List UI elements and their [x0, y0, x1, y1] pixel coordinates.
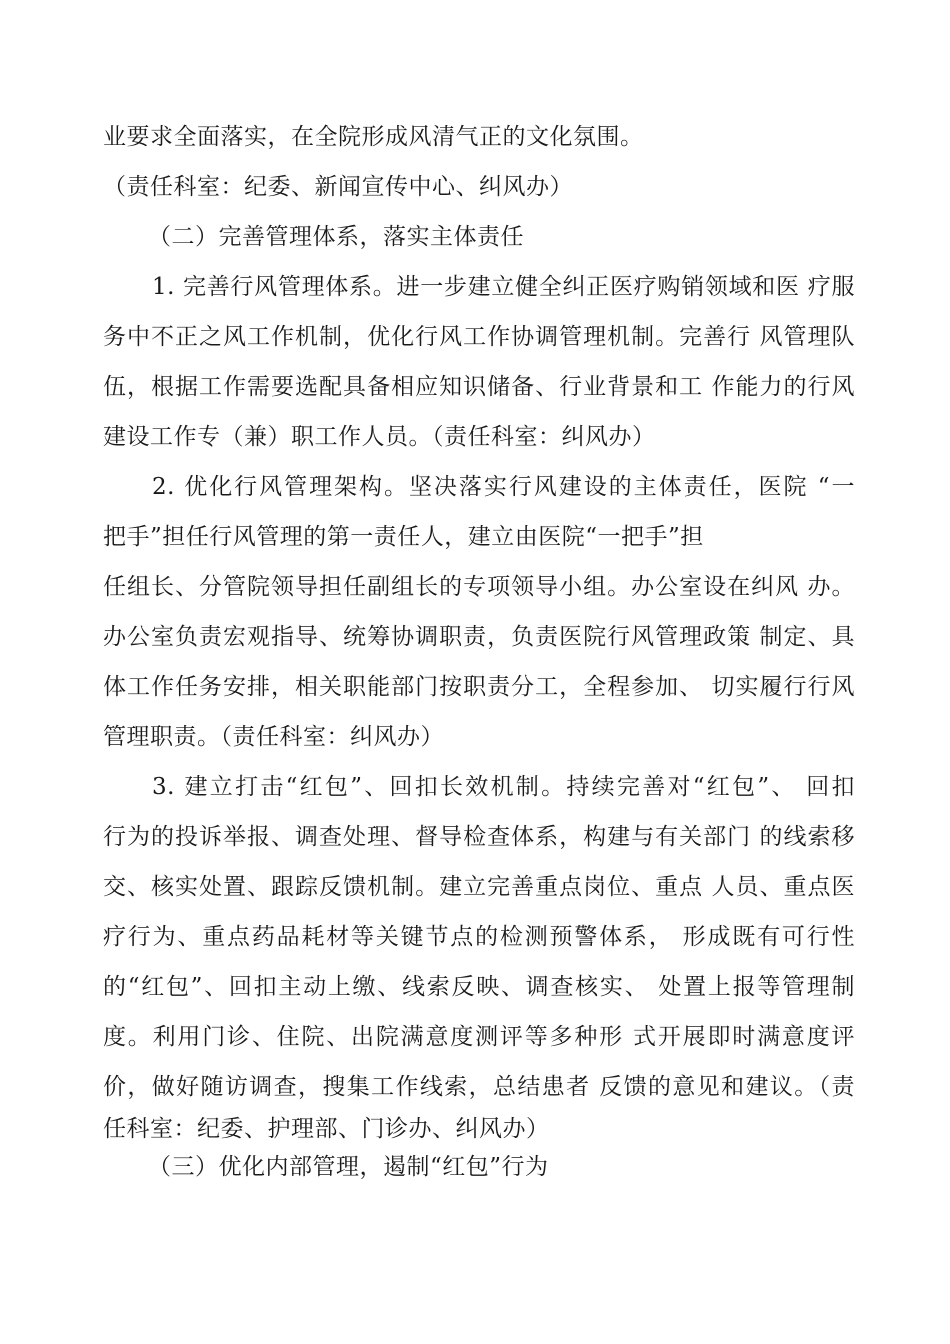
item-1-title-line: 1. 完善行风管理体系。进一步建立健全纠正医疗购销领域和医 疗服 — [152, 274, 855, 300]
paragraph-line: 务中不正之风工作机制，优化行风工作协调管理机制。完善行 风管理队 — [103, 324, 855, 350]
item-3-title-line: 3. 建立打击“红包”、回扣长效机制。持续完善对“红包”、 回扣 — [152, 774, 855, 800]
paragraph-line: 度。利用门诊、住院、出院满意度测评等多种形 式开展即时满意度评 — [103, 1024, 855, 1050]
item-2-title-line: 2. 优化行风管理架构。坚决落实行风建设的主体责任，医院 “一 — [152, 474, 855, 500]
paragraph-line: 管理职责。（责任科室：纠风办） — [103, 724, 444, 750]
paragraph-line: 疗行为、重点药品耗材等关键节点的检测预警体系， 形成既有可行性 — [103, 924, 855, 950]
paragraph-line: 建设工作专（兼）职工作人员。（责任科室：纠风办） — [103, 424, 656, 450]
paragraph-line: 行为的投诉举报、调查处理、督导检查体系，构建与有关部门 的线索移 — [103, 824, 855, 850]
paragraph-line: 任组长、分管院领导担任副组长的专项领导小组。办公室设在纠风 办。 — [103, 574, 855, 600]
paragraph-line: 体工作任务安排，相关职能部门按职责分工，全程参加、 切实履行行风 — [103, 674, 855, 700]
paragraph-line: 伍，根据工作需要选配具备相应知识储备、行业背景和工 作能力的行风 — [103, 374, 855, 400]
paragraph-line: 任科室：纪委、护理部、门诊办、纠风办） — [103, 1116, 550, 1142]
paragraph-line: 的“红包”、回扣主动上缴、线索反映、调查核实、 处置上报等管理制 — [103, 974, 855, 1000]
paragraph-line: 办公室负责宏观指导、统筹协调职责，负责医院行风管理政策 制定、具 — [103, 624, 855, 650]
paragraph-line: 交、核实处置、跟踪反馈机制。建立完善重点岗位、重点 人员、重点医 — [103, 874, 855, 900]
responsibility-note: （责任科室：纪委、新闻宣传中心、纠风办） — [103, 174, 573, 200]
paragraph-line: 业要求全面落实，在全院形成风清气正的文化氛围。 — [103, 124, 644, 150]
paragraph-line: 价，做好随访调查，搜集工作线索，总结患者 反馈的意见和建议。（责 — [103, 1074, 855, 1100]
paragraph-line: 把手”担任行风管理的第一责任人，建立由医院“一把手”担 — [103, 524, 704, 550]
section-heading-2: （二）完善管理体系，落实主体责任 — [148, 224, 524, 250]
section-heading-3: （三）优化内部管理，遏制“红包”行为 — [148, 1154, 549, 1180]
